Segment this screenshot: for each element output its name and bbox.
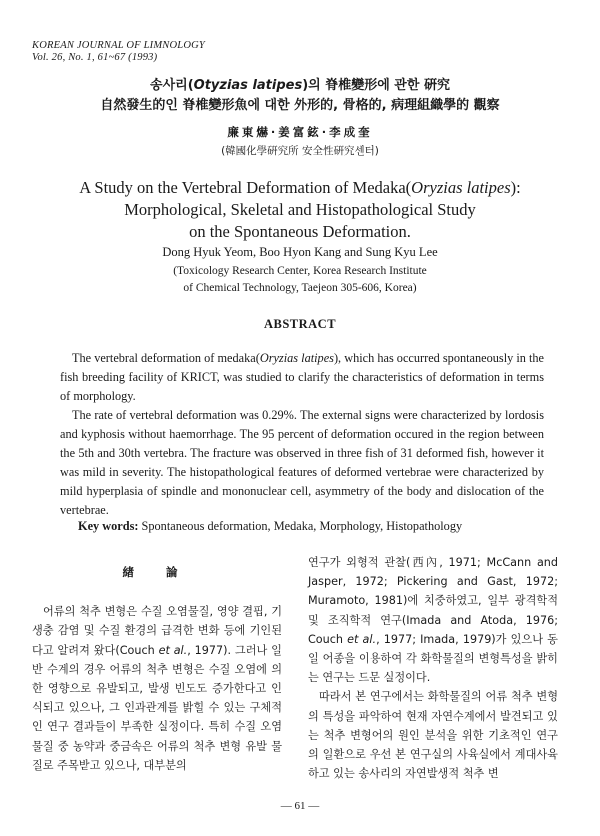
- page-number: — 61 —: [280, 800, 320, 812]
- korean-title-line1: 송사리(Otyzias latipes)의 脊椎變形에 관한 硏究: [150, 78, 450, 93]
- body-paragraph: 따라서 본 연구에서는 화학물질의 어류 척추 변형의 특성을 파악하여 현재 자연수계에서 발견되고 있는 척추 변형어의 원인 분석을 위한 기초적인 연구의 일환으로 우선 본 연구실의 사육실에서 계대사육하고 있는 송사리의 자연발생적 척추 변: [308, 690, 558, 781]
- section-heading-introduction: 緖 論: [122, 565, 192, 579]
- english-title-line1: A Study on the Vertebral Deformation of Medaka(Oryzias latipes):: [79, 178, 521, 197]
- english-title-species: Oryzias latipes: [411, 178, 511, 197]
- body-paragraph: 어류의 척추 변형은 수질 오염물질, 영양 결핍, 기생충 감염 및 수질 환경의 급격한 변화 등에 기인된다고 알려져 왔다(Couch et al., 1977). 그러나 일반 수계의 경우 어류의 척추 변형은 수질 오염에 의한 영향으로 유발되고, 발생 빈도도 증가한다고 인식되고 있으나, 그 인과관계를 밝힐 수 있는 구체적인 연구 결과들이 부족한 실정이다. 특히 수질 오염물질 중 농약과 중금속은 어류의 척추 변형 유발 물질로 주목받고 있으나, 대부분의: [32, 605, 282, 772]
- keywords: [78, 519, 462, 534]
- english-title: [0, 177, 600, 243]
- english-authors: Dong Hyuk Yeom, Boo Hyon Kang and Sung Kyu Lee: [162, 245, 438, 259]
- abstract-paragraph-1: The vertebral deformation of medaka(Oryzias latipes), which has occurred spontaneously in the fish breeding facility of KRICT, was studied to clarify the characteristics of deformation in terms of morphology.: [60, 351, 545, 403]
- journal-header: [32, 40, 205, 64]
- body-column-right: [308, 553, 558, 783]
- korean-title-species: Otyzias latipes: [193, 78, 303, 93]
- korean-authors: 廉東爀·姜富鉉·李成奎: [227, 125, 373, 139]
- journal-volume: Vol. 26, No. 1, 61~67 (1993): [32, 52, 158, 63]
- english-title-line2: Morphological, Skeletal and Histopathological Study: [124, 200, 476, 219]
- korean-title-line2: 自然發生的인 脊椎變形魚에 대한 外形的, 骨格的, 病理組織學的 觀察: [100, 98, 500, 113]
- korean-affiliation: (韓國化學硏究所 安全性硏究센터): [221, 145, 379, 157]
- english-affiliation: (Toxicology Research Center, Korea Research Institute of Chemical Technology, Taejeon 305-606, Korea): [173, 265, 427, 294]
- keywords-label: Key words:: [78, 519, 139, 533]
- english-title-line3: on the Spontaneous Deformation.: [189, 222, 411, 241]
- abstract-paragraph-2: The rate of vertebral deformation was 0.29%. The external signs were characterized by lordosis and kyphosis without haemorrhage. The 95 percent of deformation occured in the region between the 5th and 30th vertebra. The fracture was observed in three fish of 31 deformed fish, however it was mild in severity. The histopathological features of deformed vertebrae were characterized by mild hyperplasia of spindle and mononuclear cell, asymmetry of the body and dislocation of the vertebrae.: [60, 408, 544, 517]
- body-paragraph: 연구가 외형적 관찰(西內, 1971; McCann and Jasper, 1972; Pickering and Gast, 1972; Muramoto, 1981)에 치중하였고, 일부 광격학적 및 조직학적 연구(Imada and Atoda, 1976; Couch et al., 1977; Imada, 1979)가 있으나 동일 어종을 이용하여 각 화학물질의 변형특성을 밝히는 연구는 드문 실정이다.: [308, 556, 558, 685]
- body-column-left: [32, 553, 282, 775]
- journal-name: KOREAN JOURNAL OF LIMNOLOGY: [32, 40, 205, 51]
- korean-title: [0, 76, 600, 116]
- keywords-text: Spontaneous deformation, Medaka, Morphology, Histopathology: [141, 519, 463, 533]
- abstract-heading: ABSTRACT: [263, 317, 337, 331]
- abstract-body: [60, 349, 544, 520]
